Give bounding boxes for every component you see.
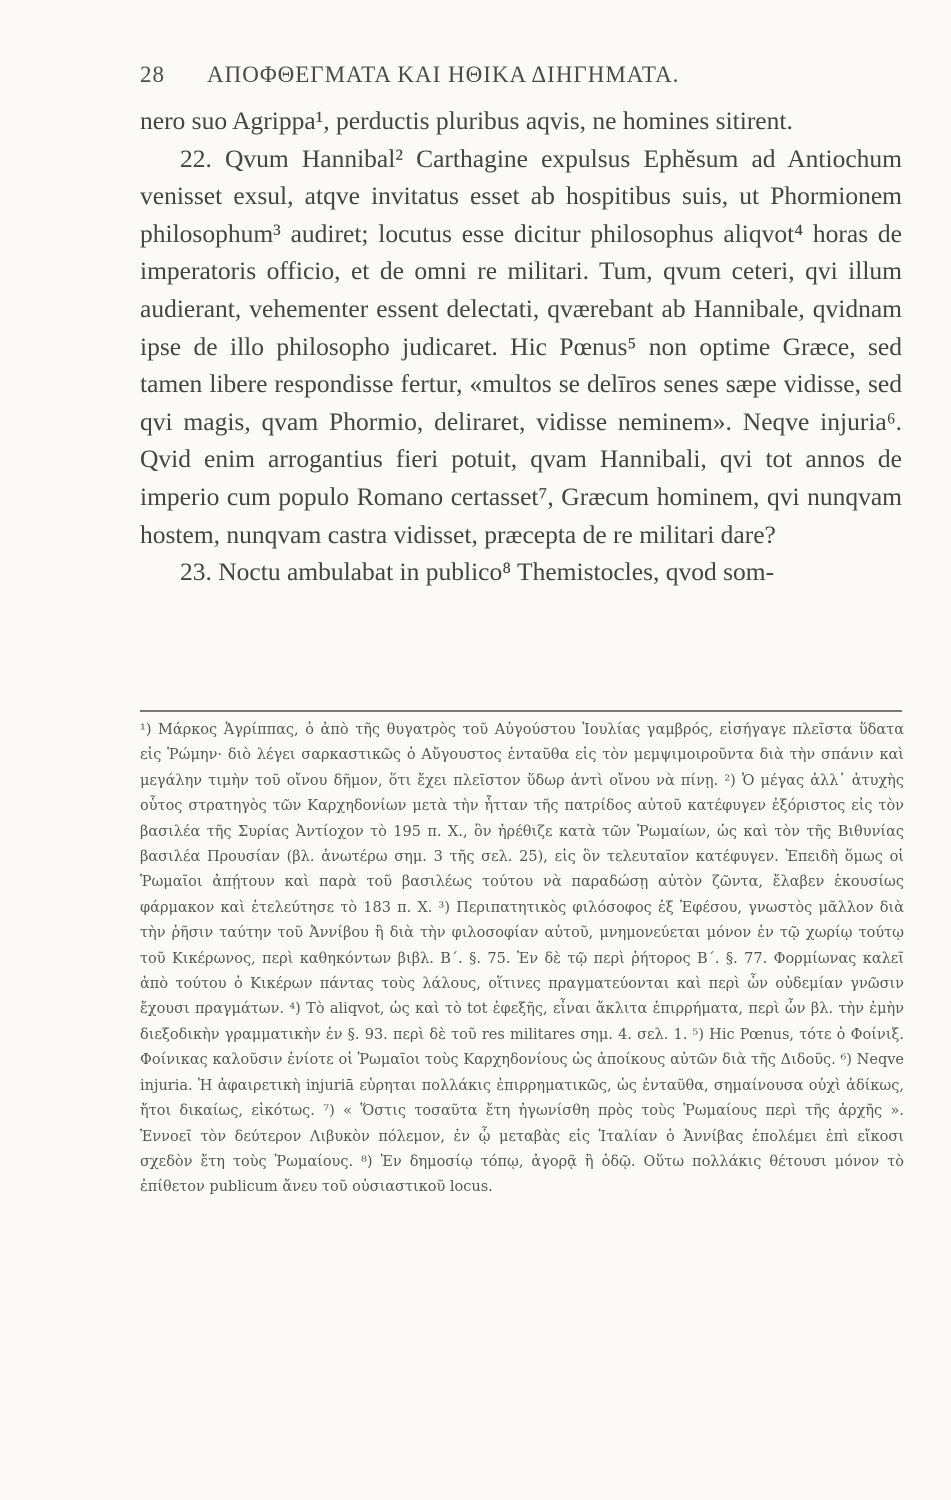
footnotes [140, 718, 904, 1201]
paragraph-23: 23. Noctu ambulabat in publico⁸ Themistocles, qvod som- [180, 557, 775, 587]
paragraph-continuation: nero suo Agrippa¹, perductis pluribus aqvis, ne homines sitirent. [140, 106, 793, 135]
running-header [140, 62, 890, 88]
footnote-text: ¹) Μάρκος Ἀγρίππας, ὁ ἀπὸ τῆς θυγατρὸς τοῦ Αὐγούστου Ἰουλίας γαμβρός, εἰσήγαγε πλεῖστα ὕδατα εἰς Ῥώμην· διὸ λέγει σαρκαστικῶς ὁ Αὔγουστος ἐνταῦθα εἰς τὸν μεμψιμοιροῦντα διὰ τὴν σπάνιν καὶ μεγάλην τιμὴν τοῦ οἴνου δῆμον, ὅτι ἔχει πλεῖστον ὕδωρ ἀντὶ οἴνου νὰ πίνῃ. ²) Ὁ μέγας ἀλλ᾽ ἀτυχὴς οὗτος στρατηγὸς τῶν Καρχηδονίων μετὰ τὴν ἧτταν τῆς πατρίδος αὐτοῦ κατέφυγεν ἐξόριστος εἰς τὸν βασιλέα τῆς Συρίας Ἀντίοχον τὸ 195 π. Χ., ὃν ἠρέθιζε κατὰ τῶν Ῥωμαίων, ὡς καὶ τὸν τῆς Βιθυνίας βασιλέα Προυσίαν (βλ. ἀνωτέρω σημ. 3 τῆς σελ. 25), εἰς ὃν τελευταῖον κατέφυγεν. Ἐπειδὴ ὅμως οἱ Ῥωμαῖοι ἀπῄτουν καὶ παρὰ τοῦ βασιλέως τούτου νὰ παραδώσῃ αὐτὸν ζῶντα, ἔλαβεν ἑκουσίως φάρμακον καὶ ἐτελεύτησε τὸ 183 π. Χ. ³) Περιπατητικὸς φιλόσοφος ἐξ Ἐφέσου, γνωστὸς μᾶλλον διὰ τὴν ῥῆσιν ταύτην τοῦ Ἀννίβου ἢ διὰ τὴν φιλοσοφίαν αὐτοῦ, μνημονεύεται μόνον ἐν τῷ χωρίῳ τούτῳ τοῦ Κικέρωνος, περὶ καθηκόντων βιβλ. Β΄. §. 75. Ἐν δὲ τῷ περὶ ῥήτορος Β΄. §. 77. Φορμίωνας καλεῖ ἀπὸ τούτου ὁ Κικέρων πάντας τοὺς λάλους, οἵτινες πραγματεύονται καὶ περὶ ὧν οὐδεμίαν γνῶσιν ἔχουσι πραγμάτων. ⁴) Τὸ aliqvot, ὡς καὶ τὸ tot ἐφεξῆς, εἶναι ἄκλιτα ἐπιρρήματα, περὶ ὧν βλ. τὴν ἐμὴν διεξοδικὴν γραμματικὴν ἐν §. 93. περὶ δὲ τοῦ res militares σημ. 4. σελ. 1. ⁵) Hic Pœnus, τότε ὁ Φοίνιξ. Φοίνικας καλοῦσιν ἐνίοτε οἱ Ῥωμαῖοι τοὺς Καρχηδονίους ὡς ἀποίκους αὐτῶν διὰ τῆς Διδοῦς. ⁶) Neqve injuria. Ἡ ἀφαιρετικὴ injuriā εὑρηται πολλάκις ἐπιρρηματικῶς, ὡς ἐνταῦθα, σημαίνουσα οὐχὶ ἀδίκως, ἤτοι δικαίως, εἰκότως. ⁷) « Ὅστις τοσαῦτα ἔτη ἠγωνίσθη πρὸς τοὺς Ῥωμαίους περὶ τῆς ἀρχῆς ». Ἐννοεῖ τὸν δεύτερον Λιβυκὸν πόλεμον, ἐν ᾧ μεταβὰς εἰς Ἰταλίαν ὁ Ἀννίβας ἐπολέμει ἐπὶ εἴκοσι σχεδὸν ἔτη τοὺς Ῥωμαίους. ⁸) Ἐν δημοσίῳ τόπῳ, ἀγορᾷ ἢ ὁδῷ. Οὕτω πολλάκις θέτουσι μόνον τὸ ἐπίθετον publicum ἄνευ τοῦ οὐσιαστικοῦ locus. [140, 722, 904, 1196]
paragraph-22: 22. Qvum Hannibal² Carthagine expulsus Ephĕsum ad Antiochum venisset exsul, atqve invitatus esset ab hospitibus suis, ut Phormionem philosophum³ audiret; locutus esse dicitur philosophus aliqvot⁴ horas de imperatoris officio, et de omni re militari. Tum, qvum ceteri, qvi illum audierant, vehementer essent delectati, qværebant ab Hannibale, qvidnam ipse de illo philosopho judicaret. Hic Pœnus⁵ non optime Græce, sed tamen libere respondisse fertur, «multos se delīros senes sæpe vidisse, sed qvi magis, qvam Phormio, deliraret, vidisse neminem». Neqve injuria⁶. Qvid enim arrogantius fieri potuit, qvam Hannibali, qvi tot annos de imperio cum populo Romano certasset⁷, Græcum hominem, qvi nunqvam hostem, nunqvam castra vidisset, præcepta de re militari dare? [140, 143, 902, 549]
footnote-divider [140, 710, 902, 712]
running-title: ΑΠΟΦΘΕΓΜΑΤΑ ΚΑΙ ΗΘΙΚΑ ΔΙΗΓΗΜΑΤΑ. [207, 62, 680, 87]
main-text [140, 102, 902, 591]
page-number: 28 [140, 62, 165, 87]
